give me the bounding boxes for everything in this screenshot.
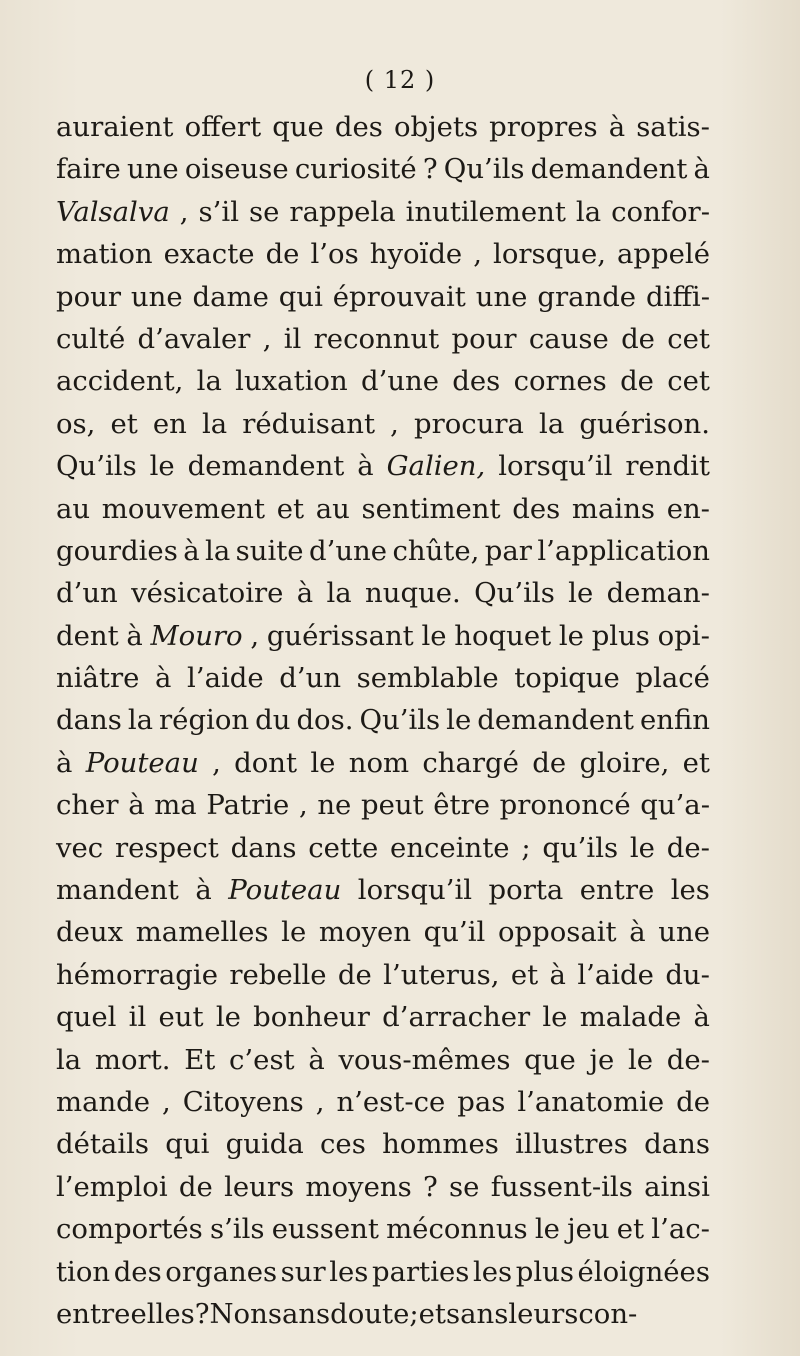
word: sentiment xyxy=(361,492,501,525)
word: chargé xyxy=(422,746,519,779)
word: ne xyxy=(317,789,352,822)
word: deman- xyxy=(606,577,710,610)
word: dans xyxy=(644,1128,710,1161)
word: , xyxy=(298,789,308,822)
word: de xyxy=(337,958,372,991)
word: dos. xyxy=(296,704,354,737)
word: une xyxy=(658,916,710,949)
word: d’une xyxy=(360,365,440,398)
word: éloignées xyxy=(577,1255,710,1288)
word: à xyxy=(128,789,145,822)
word: guérissant xyxy=(266,619,414,652)
word: je xyxy=(589,1043,615,1076)
word: méconnus xyxy=(386,1213,528,1246)
word: l’aide xyxy=(577,958,654,991)
word: des xyxy=(512,492,561,525)
word: nuque. xyxy=(365,577,461,610)
word: luxation xyxy=(235,365,348,398)
word: demandent xyxy=(530,153,688,186)
word: du- xyxy=(665,958,710,991)
word: guida xyxy=(225,1128,304,1161)
word: le xyxy=(627,1043,654,1076)
word: dame xyxy=(192,280,269,313)
word: qu’a- xyxy=(640,789,710,822)
word: entre xyxy=(579,874,655,907)
word: c’est xyxy=(229,1043,295,1076)
word: dent xyxy=(56,619,119,652)
text-line xyxy=(56,488,710,530)
word: à xyxy=(693,1001,710,1034)
word: ma xyxy=(154,789,197,822)
text-line xyxy=(56,360,710,402)
word: d’arracher xyxy=(382,1001,531,1034)
word: le xyxy=(215,1001,241,1034)
word: le xyxy=(568,577,594,610)
word: diffi- xyxy=(645,280,710,313)
word: bonheur xyxy=(253,1001,370,1034)
word: des xyxy=(452,365,501,398)
word: procura xyxy=(413,407,524,440)
word: être xyxy=(433,789,490,822)
word: chûte, xyxy=(392,534,480,567)
text-line xyxy=(56,191,710,233)
text-line xyxy=(56,1251,710,1293)
word: respect xyxy=(114,831,219,864)
word: le xyxy=(281,916,307,949)
word: s’ils xyxy=(209,1213,265,1246)
word: les xyxy=(472,1255,513,1288)
word: et xyxy=(418,1297,446,1330)
word: il xyxy=(128,1001,147,1034)
word: à xyxy=(183,534,200,567)
word: de xyxy=(532,746,567,779)
word: leurs xyxy=(508,1297,579,1330)
word: , xyxy=(315,1085,325,1118)
word: plus xyxy=(591,619,650,652)
word: quel xyxy=(56,1001,117,1034)
word: des xyxy=(113,1255,162,1288)
text-line xyxy=(56,1039,710,1081)
word: éprouvait xyxy=(332,280,466,313)
word: l’emploi xyxy=(56,1170,168,1203)
word: dont xyxy=(234,746,298,779)
word: à xyxy=(357,450,374,483)
word: la xyxy=(127,704,154,737)
word: la xyxy=(196,365,222,398)
word: sans xyxy=(445,1297,509,1330)
text-line xyxy=(56,530,710,572)
word: sur xyxy=(280,1255,326,1288)
word: à xyxy=(608,111,626,143)
word: porta xyxy=(488,874,564,907)
word: à xyxy=(195,874,212,907)
word: le xyxy=(534,1213,560,1246)
word: l’uterus, xyxy=(383,958,500,991)
text-line xyxy=(56,784,710,826)
word: qui xyxy=(278,280,323,313)
word: culté xyxy=(56,322,126,355)
word: ? xyxy=(194,1297,210,1330)
word: appelé xyxy=(617,238,710,271)
word: réduisant xyxy=(242,407,376,440)
word: que xyxy=(524,1043,576,1076)
word: à xyxy=(629,916,646,949)
word: grande xyxy=(537,280,637,313)
word: dans xyxy=(56,704,122,737)
word: opi- xyxy=(657,619,710,652)
word: plus xyxy=(515,1255,574,1288)
word: ? xyxy=(422,153,438,186)
word: mation xyxy=(56,238,153,271)
word: la xyxy=(539,407,565,440)
word: doute xyxy=(330,1297,410,1330)
word: l’ac- xyxy=(651,1213,710,1246)
word: en- xyxy=(666,492,710,525)
word: que xyxy=(272,111,324,143)
word: , xyxy=(162,1085,171,1118)
word: en xyxy=(152,407,187,440)
word: sans xyxy=(267,1297,331,1330)
word: pas xyxy=(457,1085,506,1118)
word: mandent xyxy=(56,874,179,907)
word: s’il xyxy=(198,195,239,228)
word: le xyxy=(310,746,336,779)
word: Mouro xyxy=(150,619,243,652)
word: reconnut xyxy=(313,322,440,355)
word: satis- xyxy=(636,111,710,143)
word: à xyxy=(296,577,314,610)
word: Patrie xyxy=(206,789,290,822)
word: cet xyxy=(667,322,710,355)
word: des xyxy=(334,111,383,143)
word: le xyxy=(558,619,584,652)
word: faire xyxy=(56,153,121,186)
word: os, xyxy=(56,407,96,440)
word: lorsqu’il xyxy=(357,874,473,907)
word: accident, xyxy=(56,365,184,398)
word: comportés xyxy=(56,1213,203,1246)
word: , xyxy=(212,746,221,779)
word: enceinte xyxy=(390,831,510,864)
word: confor- xyxy=(611,195,710,228)
text-line xyxy=(56,572,710,614)
word: Non xyxy=(209,1297,268,1330)
word: Qu’ils xyxy=(359,704,441,737)
word: qu’ils xyxy=(542,831,619,864)
word: auraient xyxy=(56,111,174,143)
word: vous-mêmes xyxy=(338,1043,511,1076)
text-line xyxy=(56,403,710,445)
text-line xyxy=(56,318,710,360)
word: leurs xyxy=(224,1170,295,1203)
word: n’est-ce xyxy=(336,1085,446,1118)
word: rendit xyxy=(625,450,710,483)
text-line xyxy=(56,1293,710,1335)
word: hoquet xyxy=(454,619,552,652)
word: entre xyxy=(56,1297,131,1330)
word: à xyxy=(155,662,172,695)
word: illustres xyxy=(515,1128,628,1161)
word: eut xyxy=(158,1001,204,1034)
word: objets xyxy=(393,111,479,143)
word: détails xyxy=(56,1128,150,1161)
word: la xyxy=(326,577,352,610)
word: fussent-ils xyxy=(490,1170,633,1203)
word: et xyxy=(110,407,138,440)
word: Galien, xyxy=(386,450,486,483)
word: hémorragie xyxy=(56,958,218,991)
word: d’un xyxy=(279,662,342,695)
word: guérison. xyxy=(579,407,710,440)
text-line xyxy=(56,742,710,784)
word: mains xyxy=(571,492,656,525)
word: l’anatomie xyxy=(517,1085,665,1118)
word: lorsqu’il xyxy=(498,450,613,483)
word: moyens xyxy=(305,1170,412,1203)
word: topique xyxy=(514,662,620,695)
word: exacte xyxy=(163,238,255,271)
word: les xyxy=(670,874,710,907)
word: qui xyxy=(165,1128,210,1161)
word: le xyxy=(446,704,472,737)
word: se xyxy=(449,1170,480,1203)
word: cornes xyxy=(513,365,607,398)
word: lorsque, xyxy=(493,238,606,271)
word: cher xyxy=(56,789,119,822)
word: propres xyxy=(489,111,598,143)
text-line xyxy=(56,1208,710,1250)
word: , xyxy=(250,619,260,652)
page-number: ( 12 ) xyxy=(364,66,436,94)
word: mort. xyxy=(94,1043,171,1076)
word: opposait xyxy=(497,916,617,949)
text-line xyxy=(56,106,710,148)
word: les xyxy=(329,1255,369,1288)
word: de xyxy=(620,365,654,398)
word: Valsalva xyxy=(56,195,170,228)
word: la xyxy=(56,1043,82,1076)
word: de- xyxy=(666,1043,710,1076)
word: , xyxy=(179,195,189,228)
text-line xyxy=(56,869,710,911)
word: offert xyxy=(184,111,262,143)
word: de xyxy=(676,1085,710,1118)
text-line xyxy=(56,699,710,741)
word: gloire, xyxy=(579,746,670,779)
word: pour xyxy=(56,280,122,313)
word: et xyxy=(682,746,710,779)
word: à xyxy=(56,746,73,779)
word: région xyxy=(159,704,250,737)
word: ? xyxy=(422,1170,438,1203)
word: et xyxy=(276,492,305,525)
word: gourdies xyxy=(56,534,178,567)
text-line xyxy=(56,1081,710,1123)
word: l’aide xyxy=(187,662,264,695)
word: , xyxy=(262,322,272,355)
word: une xyxy=(475,280,528,313)
word: jeu xyxy=(567,1213,610,1246)
word: d’un xyxy=(56,577,118,610)
word: l’application xyxy=(537,534,710,567)
word: demandent xyxy=(477,704,634,737)
word: malade xyxy=(579,1001,682,1034)
word: ainsi xyxy=(644,1170,710,1203)
word: deux xyxy=(56,916,124,949)
word: pour xyxy=(451,322,517,355)
word: qu’il xyxy=(423,916,486,949)
text-line xyxy=(56,911,710,953)
word: , xyxy=(390,407,399,440)
word: le xyxy=(542,1001,568,1034)
word: d’avaler xyxy=(137,322,251,355)
word: con- xyxy=(578,1297,638,1330)
word: oiseuse xyxy=(184,153,289,186)
word: Et xyxy=(184,1043,216,1076)
text-line xyxy=(56,954,710,996)
word: organes xyxy=(165,1255,278,1288)
word: à xyxy=(126,619,143,652)
word: de- xyxy=(666,831,710,864)
word: parties xyxy=(372,1255,470,1288)
word: vec xyxy=(56,831,104,864)
word: une xyxy=(130,280,183,313)
word: mouvement xyxy=(101,492,266,525)
word: par xyxy=(484,534,532,567)
word: au xyxy=(315,492,350,525)
word: d’une xyxy=(309,534,388,567)
word: tion xyxy=(56,1255,111,1288)
text-line xyxy=(56,1123,710,1165)
word: elles xyxy=(130,1297,195,1330)
word: à xyxy=(549,958,566,991)
text-line xyxy=(56,657,710,699)
text-line xyxy=(56,827,710,869)
word: le xyxy=(629,831,655,864)
word: dans xyxy=(230,831,297,864)
word: de xyxy=(621,322,655,355)
word: le xyxy=(421,619,447,652)
word: prononcé xyxy=(499,789,631,822)
word: Citoyens xyxy=(182,1085,304,1118)
word: Qu’ils xyxy=(443,153,525,186)
word: curiosité xyxy=(294,153,417,186)
word: nom xyxy=(348,746,410,779)
word: mamelles xyxy=(135,916,269,949)
word: , xyxy=(473,238,482,271)
word: à xyxy=(693,153,710,186)
word: semblable xyxy=(356,662,499,695)
word: le xyxy=(149,450,175,483)
word: demandent xyxy=(187,450,345,483)
word: hommes xyxy=(382,1128,499,1161)
body-text xyxy=(56,106,710,1335)
word: il xyxy=(283,322,302,355)
word: et xyxy=(510,958,539,991)
word: placé xyxy=(635,662,710,695)
text-line xyxy=(56,445,710,487)
word: à xyxy=(308,1043,325,1076)
word: la xyxy=(575,195,602,228)
word: rappela xyxy=(289,195,396,228)
word: de xyxy=(178,1170,213,1203)
word: se xyxy=(249,195,280,228)
word: l’os xyxy=(310,238,359,271)
word: la xyxy=(201,407,228,440)
word: suite xyxy=(235,534,304,567)
word: cause xyxy=(528,322,609,355)
word: du xyxy=(255,704,291,737)
word: niâtre xyxy=(56,662,140,695)
word: Pouteau xyxy=(228,874,342,907)
word: ; xyxy=(521,831,531,864)
word: cette xyxy=(308,831,379,864)
word: Qu’ils xyxy=(56,450,137,483)
word: hyoïde xyxy=(369,238,463,271)
word: rebelle xyxy=(229,958,327,991)
text-line xyxy=(56,1166,710,1208)
word: cet xyxy=(667,365,710,398)
word: Pouteau xyxy=(85,746,199,779)
word: ; xyxy=(409,1297,419,1330)
word: moyen xyxy=(318,916,412,949)
word: Qu’ils xyxy=(474,577,555,610)
word: de xyxy=(265,238,300,271)
word: enfin xyxy=(639,704,710,737)
word: une xyxy=(126,153,179,186)
word: vésicatoire xyxy=(131,577,284,610)
word: inutilement xyxy=(405,195,566,228)
word: peut xyxy=(360,789,424,822)
word: au xyxy=(56,492,91,525)
word: la xyxy=(205,534,231,567)
word: ces xyxy=(320,1128,366,1161)
word: mande xyxy=(56,1085,151,1118)
text-line xyxy=(56,615,710,657)
text-line xyxy=(56,996,710,1038)
word: et xyxy=(616,1213,645,1246)
text-line xyxy=(56,276,710,318)
text-line xyxy=(56,233,710,275)
text-line xyxy=(56,148,710,190)
word: eussent xyxy=(271,1213,379,1246)
